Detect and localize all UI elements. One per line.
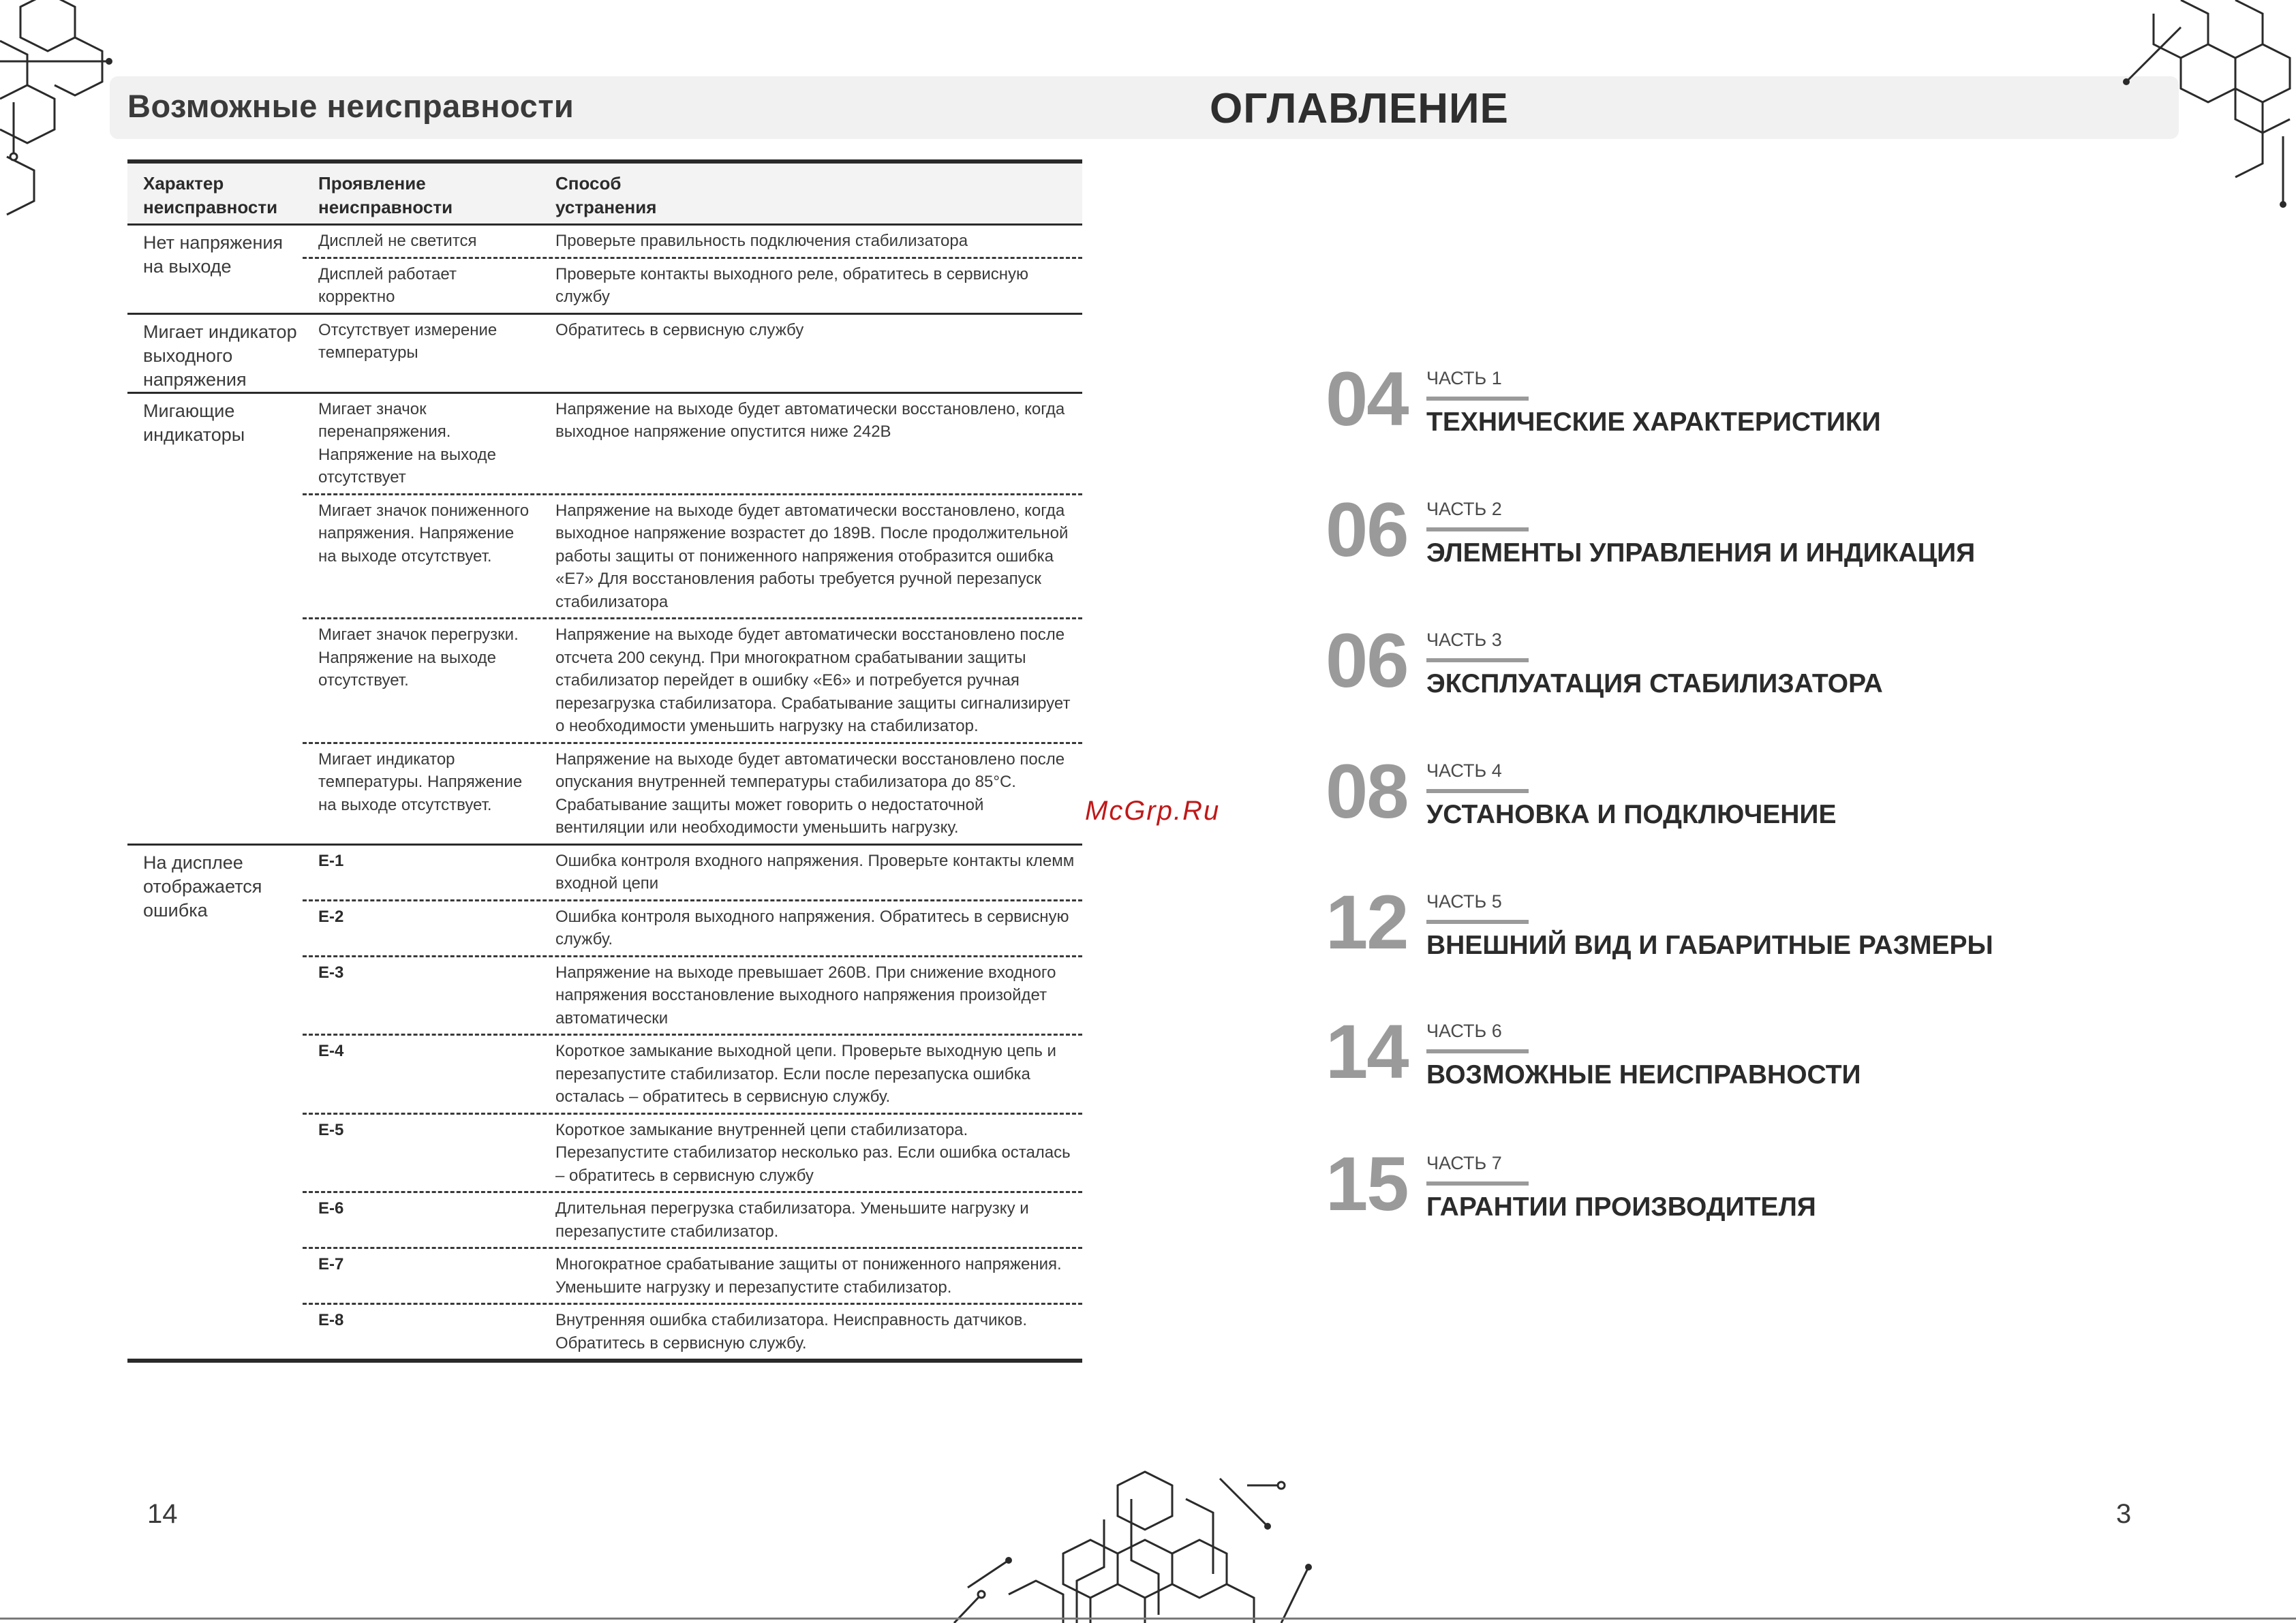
fault-remedy: Напряжение на выходе превышает 260В. При снижение входного напряжения восстановление выходного напряжения произойдет автоматически [555, 963, 1056, 1027]
toc-part-label: ЧАСТЬ 4 [1426, 760, 1502, 781]
error-code: E-5 [318, 1120, 344, 1139]
toc-part-label: ЧАСТЬ 5 [1426, 891, 1502, 912]
toc-title: ГАРАНТИИ ПРОИЗВОДИТЕЛЯ [1426, 1192, 1816, 1222]
fault-category: Нет напряжения на выходе [143, 232, 284, 277]
fault-remedy: Короткое замыкание внутренней цепи стабилизатора. Перезапустите стабилизатор несколько раз. Если ошибка осталась – обратитесь в сервисную службу [555, 1120, 1071, 1185]
col-header-symptom: Проявление неисправности [318, 173, 453, 217]
table-body [127, 226, 1082, 1359]
table-row [303, 1113, 1082, 1192]
table-group [127, 313, 1082, 392]
toc-title: ЭКСПЛУАТАЦИЯ СТАБИЛИЗАТОРА [1426, 669, 1883, 698]
error-code: E-1 [318, 851, 344, 870]
toc-title: ВОЗМОЖНЫЕ НЕИСПРАВНОСТИ [1426, 1060, 1861, 1089]
watermark: McGrp.Ru [1085, 796, 1221, 826]
decor-bottom-center-icon [927, 1458, 1363, 1623]
error-code: E-3 [318, 963, 344, 982]
error-code: E-2 [318, 907, 344, 926]
table-row [303, 742, 1082, 844]
toc-page-number: 04 [1326, 356, 1408, 442]
error-code: E-4 [318, 1042, 344, 1060]
table-group [127, 226, 1082, 313]
toc-underline [1426, 1181, 1529, 1186]
toc-item[interactable] [1326, 880, 2075, 980]
page-title-right: ОГЛАВЛЕНИЕ [1210, 85, 1509, 132]
table-row [303, 315, 1082, 369]
toc-item[interactable] [1326, 1009, 2075, 1109]
table-row [303, 394, 1082, 493]
fault-category: Мигает индикатор выходного напряжения [143, 321, 297, 390]
fault-symptom: Отсутствует измерение температуры [318, 320, 498, 362]
toc-item[interactable] [1326, 618, 2075, 718]
table-header [127, 164, 1082, 226]
table-row [303, 1303, 1082, 1359]
toc-item[interactable] [1326, 749, 2075, 849]
toc-part-label: ЧАСТЬ 3 [1426, 630, 1502, 650]
toc-item[interactable] [1326, 356, 2075, 457]
fault-remedy: Внутренняя ошибка стабилизатора. Неисправность датчиков. Обратитесь в сервисную службу. [555, 1311, 1028, 1352]
fault-symptom: Мигает индикатор температуры. Напряжение на выходе отсутствует. [318, 749, 523, 814]
table-row [303, 1191, 1082, 1247]
toc-underline [1426, 658, 1529, 662]
fault-category: Мигающие индикаторы [143, 400, 245, 445]
error-code: E-8 [318, 1311, 344, 1329]
fault-symptom: Дисплей не светится [318, 232, 477, 250]
table-row [303, 1034, 1082, 1113]
error-code: E-6 [318, 1199, 344, 1218]
toc-page-number: 06 [1326, 618, 1408, 703]
toc-page-number: 14 [1326, 1009, 1408, 1094]
fault-remedy: Ошибка контроля входного напряжения. Проверьте контакты клемм входной цепи [555, 851, 1075, 893]
table-row [303, 1247, 1082, 1303]
fault-remedy: Напряжение на выходе будет автоматически восстановлено, когда выходное напряжение возрастет до 189В. После продолжительной работы защиты от пониженного напряжения отобразится ошибка «E7» Для восстановления работы требуется ручной перезапуск стабилизатора [555, 501, 1069, 611]
fault-symptom: Дисплей работает корректно [318, 264, 457, 306]
toc-underline [1426, 527, 1529, 531]
toc-part-label: ЧАСТЬ 7 [1426, 1153, 1502, 1173]
fault-remedy: Обратитесь в сервисную службу [555, 320, 804, 339]
table-row [303, 899, 1082, 955]
toc-page-number: 15 [1326, 1141, 1408, 1226]
page-title-left: Возможные неисправности [127, 88, 575, 124]
toc-underline [1426, 1049, 1529, 1053]
toc-page-number: 06 [1326, 487, 1408, 572]
toc-title: ВНЕШНИЙ ВИД И ГАБАРИТНЫЕ РАЗМЕРЫ [1426, 931, 1993, 960]
fault-category: На дисплее отображается ошибка [143, 852, 262, 921]
toc-underline [1426, 789, 1529, 793]
table-row [303, 493, 1082, 618]
table-row [303, 955, 1082, 1034]
fault-remedy: Напряжение на выходе будет автоматически восстановлено после отсчета 200 секунд. При многократном срабатывании защиты стабилизатор перейдет в ошибку «E6» и потребуется ручная перезагрузка стабилизатора. Срабатывание защиты сигнализирует о необходимости уменьшить нагрузку на стабилизатор. [555, 625, 1071, 735]
page-number-right: 3 [2116, 1499, 2132, 1529]
toc-part-label: ЧАСТЬ 2 [1426, 499, 1502, 519]
toc-title: ЭЛЕМЕНТЫ УПРАВЛЕНИЯ И ИНДИКАЦИЯ [1426, 538, 1976, 568]
table-row [303, 846, 1082, 899]
fault-remedy: Ошибка контроля выходного напряжения. Обратитесь в сервисную службу. [555, 907, 1069, 948]
toc-part-label: ЧАСТЬ 1 [1426, 368, 1502, 388]
fault-remedy: Напряжение на выходе будет автоматически восстановлено после опускания внутренней температуры стабилизатора до 85°С. Срабатывание защиты может говорить о недостаточной вентиляции или необходимости уменьшить нагрузку. [555, 749, 1065, 837]
table-group [127, 844, 1082, 1359]
table-row [303, 257, 1082, 313]
fault-remedy: Короткое замыкание выходной цепи. Проверьте выходную цепь и перезапустите стабилизатор. Если после перезапуска ошибка осталась – обратитесь в сервисную службу. [555, 1042, 1056, 1106]
fault-remedy: Многократное срабатывание защиты от пониженного напряжения. Уменьшите нагрузку и перезапустите стабилизатор. [555, 1255, 1062, 1297]
fault-remedy: Проверьте контакты выходного реле, обратитесь в сервисную службу [555, 264, 1029, 306]
error-code: E-7 [318, 1255, 344, 1273]
table-row [303, 617, 1082, 742]
toc-title: УСТАНОВКА И ПОДКЛЮЧЕНИЕ [1426, 800, 1837, 829]
toc-page-number: 08 [1326, 749, 1408, 834]
toc-part-label: ЧАСТЬ 6 [1426, 1021, 1502, 1041]
faults-table [127, 159, 1082, 1363]
table-row [303, 226, 1082, 257]
table-group [127, 392, 1082, 844]
toc-underline [1426, 397, 1529, 401]
fault-symptom: Мигает значок пониженного напряжения. Напряжение на выходе отсутствует. [318, 501, 530, 566]
page-number-left: 14 [147, 1499, 178, 1529]
toc-page-number: 12 [1326, 880, 1408, 965]
fault-remedy: Напряжение на выходе будет автоматически восстановлено, когда выходное напряжение опустится ниже 242В [555, 399, 1065, 441]
fault-symptom: Мигает значок перенапряжения. Напряжение на выходе отсутствует [318, 399, 496, 486]
bottom-rule [0, 1618, 2296, 1620]
col-header-nature: Характер неисправности [143, 173, 278, 217]
fault-remedy: Длительная перегрузка стабилизатора. Уменьшите нагрузку и перезапустите стабилизатор. [555, 1199, 1029, 1241]
toc-title: ТЕХНИЧЕСКИЕ ХАРАКТЕРИСТИКИ [1426, 407, 1881, 437]
toc-item[interactable] [1326, 487, 2075, 587]
col-header-remedy: Способ устранения [555, 173, 657, 217]
fault-symptom: Мигает значок перегрузки. Напряжение на выходе отсутствует. [318, 625, 519, 690]
decor-top-right-icon [2099, 0, 2296, 218]
toc-item[interactable] [1326, 1141, 2075, 1241]
toc-underline [1426, 920, 1529, 924]
fault-remedy: Проверьте правильность подключения стабилизатора [555, 232, 968, 250]
